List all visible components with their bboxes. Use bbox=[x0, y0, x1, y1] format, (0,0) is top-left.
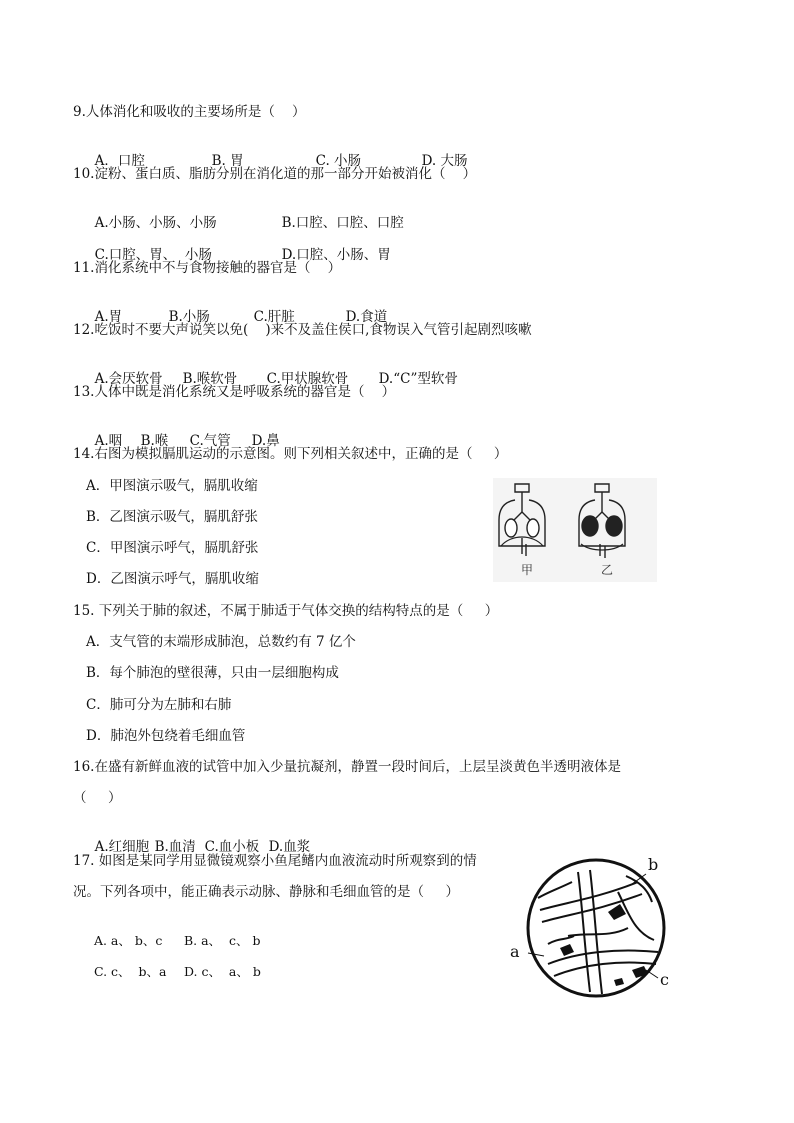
q16-options bbox=[86, 820, 310, 856]
q12-option-c: C.甲状腺软骨 bbox=[266, 371, 349, 387]
q13-option-a: A.咽 bbox=[94, 433, 123, 449]
q12-option-d: D.“C”型软骨 bbox=[378, 371, 458, 387]
q9-option-a: A．口腔 bbox=[94, 153, 145, 169]
q17-stem-continued: 况。下列各项中，能正确表示动脉、静脉和毛细血管的是（ ） bbox=[73, 884, 459, 900]
q15-option-d: D．肺泡外包绕着毛细血管 bbox=[86, 728, 246, 744]
q12-option-a: A.会厌软骨 bbox=[94, 371, 163, 387]
fish-tail-microscope-figure bbox=[508, 852, 680, 1000]
vessel-label-c: c bbox=[660, 970, 669, 989]
q10-option-b: B.口腔、口腔、口腔 bbox=[281, 215, 404, 231]
q12-stem: 12.吃饭时不要大声说笑以免( )来不及盖住侯口,食物误入气管引起剧烈咳嗽 bbox=[73, 322, 532, 338]
vessel-label-b: b bbox=[648, 855, 659, 874]
vessel-label-a: a bbox=[510, 942, 520, 961]
q9-option-d: D. 大肠 bbox=[421, 153, 468, 169]
diaphragm-model-figure bbox=[493, 478, 657, 582]
q10-option-d: D.口腔、小肠、胃 bbox=[281, 247, 391, 263]
q15-option-b: B．每个肺泡的壁很薄，只由一层细胞构成 bbox=[86, 665, 339, 681]
q10-option-c: C.口腔、胃、 小肠 bbox=[94, 247, 212, 263]
q11-option-b: B.小肠 bbox=[168, 309, 210, 325]
q17-option-b: B. a、 c、 b bbox=[183, 933, 261, 948]
q9-option-c: C. 小肠 bbox=[315, 153, 362, 169]
q9-option-b: B. 胃 bbox=[211, 153, 244, 169]
q15-stem: 15. 下列关于肺的叙述，不属于肺适于气体交换的结构特点的是（ ） bbox=[73, 603, 499, 619]
q14-option-a: A．甲图演示吸气，膈肌收缩 bbox=[86, 478, 258, 494]
figure-label-yi: 乙 bbox=[601, 563, 614, 577]
q14-stem: 14.右图为模拟膈肌运动的示意图。则下列相关叙述中，正确的是（ ） bbox=[73, 446, 508, 462]
q11-stem: 11.消化系统中不与食物接触的器官是（ ） bbox=[73, 260, 342, 276]
q16-option-d: D.血浆 bbox=[268, 839, 311, 855]
figure-label-jia: 甲 bbox=[521, 563, 534, 577]
q14-option-d: D．乙图演示呼气，膈肌收缩 bbox=[86, 571, 259, 587]
blood-vessel-illustration bbox=[508, 852, 680, 1000]
q11-option-a: A.胃 bbox=[94, 309, 123, 325]
q13-option-d: D.鼻 bbox=[251, 433, 280, 449]
q14-option-b: B．乙图演示吸气，膈肌舒张 bbox=[86, 509, 258, 525]
q10-option-a: A.小肠、小肠、小肠 bbox=[94, 215, 217, 231]
q13-option-c: C.气管 bbox=[189, 433, 231, 449]
bell-jar-jia bbox=[499, 484, 545, 556]
q16-stem-continued: （ ） bbox=[73, 790, 122, 806]
q16-option-a: A.红细胞 bbox=[94, 839, 150, 855]
q13-stem: 13.人体中既是消化系统又是呼吸系统的器官是（ ） bbox=[73, 384, 396, 400]
q13-option-b: B.喉 bbox=[140, 433, 169, 449]
q11-option-c: C.肝脏 bbox=[253, 309, 295, 325]
bell-jar-illustration bbox=[493, 478, 657, 582]
q16-stem: 16.在盛有新鲜血液的试管中加入少量抗凝剂，静置一段时间后，上层呈淡黄色半透明液体是 bbox=[73, 759, 621, 775]
q11-option-d: D.食道 bbox=[345, 309, 388, 325]
q10-options-row1 bbox=[86, 196, 404, 232]
q15-option-a: A．支气管的末端形成肺泡，总数约有 7 亿个 bbox=[86, 634, 356, 650]
bell-jar-yi bbox=[579, 484, 625, 558]
q17-options-row2 bbox=[86, 945, 261, 981]
q16-option-b: B.血清 bbox=[154, 839, 196, 855]
q12-option-b: B.喉软骨 bbox=[182, 371, 238, 387]
q17-stem: 17. 如图是某同学用显微镜观察小鱼尾鳍内血液流动时所观察到的情 bbox=[73, 853, 477, 869]
q17-option-c: C. c、 b、a bbox=[93, 964, 167, 979]
q17-option-a: A. a、 b、c bbox=[93, 933, 163, 948]
q17-option-d: D. c、 a、 b bbox=[183, 964, 261, 979]
q14-option-c: C．甲图演示呼气，膈肌舒张 bbox=[86, 540, 259, 556]
q9-stem: 9.人体消化和吸收的主要场所是（ ） bbox=[73, 104, 306, 120]
q16-option-c: C.血小板 bbox=[204, 839, 260, 855]
q15-option-c: C．肺可分为左肺和右肺 bbox=[86, 697, 232, 713]
q10-stem: 10.淀粉、蛋白质、脂肪分别在消化道的那一部分开始被消化（ ） bbox=[73, 166, 477, 182]
